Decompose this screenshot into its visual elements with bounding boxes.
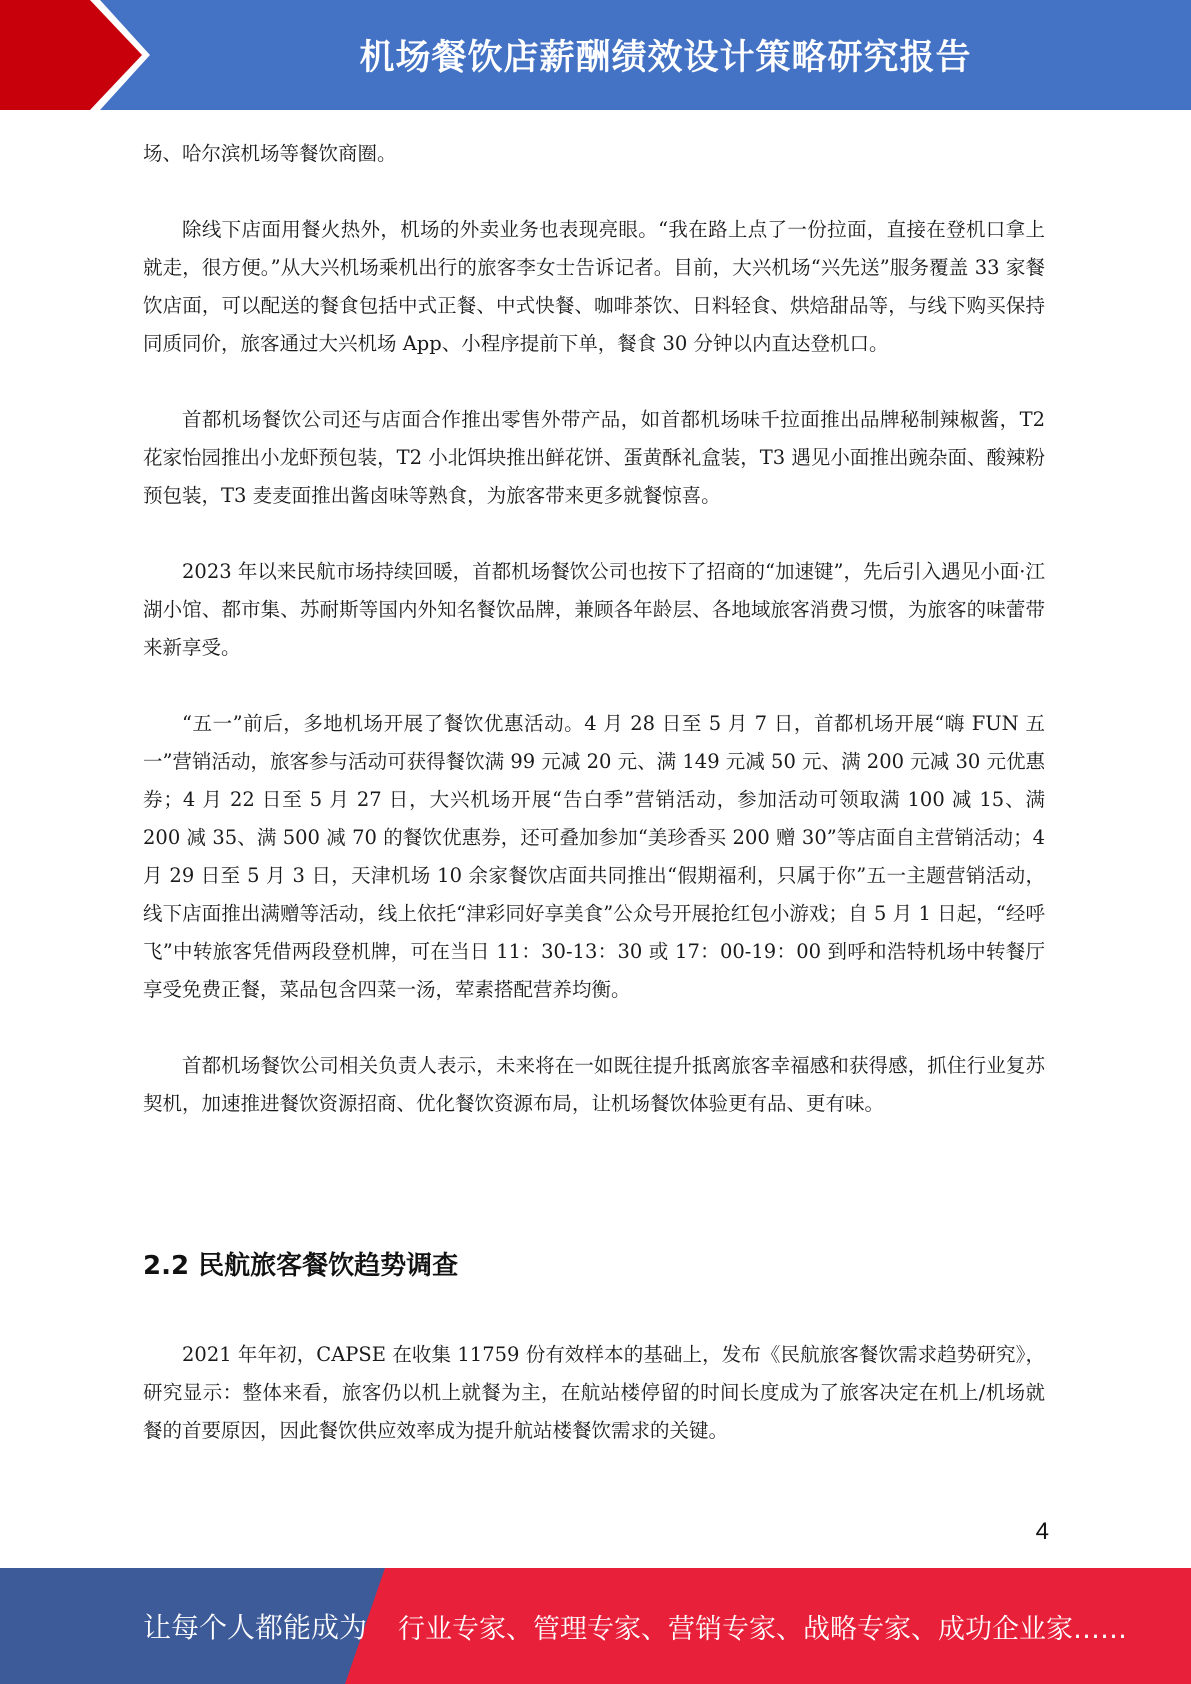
page-number: 4 <box>1035 1518 1049 1545</box>
section-heading: 2.2 民航旅客餐饮趋势调查 <box>143 1251 459 1281</box>
paragraph-promotions: “五一”前后，多地机场开展了餐饮优惠活动。4 月 28 日至 5 月 7 日，首都机场开展“嗨 FUN 五一”营销活动，旅客参与活动可获得餐饮满 99 元减 20 元、满 149 元减 50 元、满 200 元减 30 元优惠券；4 月 22 日至 5 月 27 日，大兴机场开展“告白季”营销活动，参加活动可领取满 100 减 15、满 200 减 35、满 500 减 70 的餐饮优惠券，还可叠加参加“美珍香买 200 赠 30”等店面自主营销活动；4 月 29 日至 5 月 3 日，天津机场 10 余家餐饮店面共同推出“假期福利，只属于你”五一主题营销活动，线下店面推出满赠等活动，线上依托“津彩同好享美食”公众号开展抢红包小游戏；自 5 月 1 日起，“经呼飞”中转旅客凭借两段登机牌，可在当日 11：30-13：30 或 17：00-19：00 到呼和浩特机场中转餐厅享受免费正餐，菜品包含四菜一汤，荤素搭配营养均衡。 <box>143 712 1045 1001</box>
paragraph-retail-products: 首都机场餐饮公司还与店面合作推出零售外带产品，如首都机场味千拉面推出品牌秘制辣椒酱，T2 花家怡园推出小龙虾预包装，T2 小北饵块推出鲜花饼、蛋黄酥礼盒装，T3 遇见小面推出豌杂面、酸辣粉预包装，T3 麦麦面推出酱卤味等熟食，为旅客带来更多就餐惊喜。 <box>143 408 1045 507</box>
footer-slogan-right: 行业专家、管理专家、营销专家、战略专家、成功企业家…… <box>398 1613 1127 1645</box>
paragraph-takeout: 除线下店面用餐火热外，机场的外卖业务也表现亮眼。“我在路上点了一份拉面，直接在登机口拿上就走，很方便。”从大兴机场乘机出行的旅客李女士告诉记者。目前，大兴机场“兴先送”服务覆盖 33 家餐饮店面，可以配送的餐食包括中式正餐、中式快餐、咖啡茶饮、日料轻食、烘焙甜品等，与线下购买保持同质同价，旅客通过大兴机场 App、小程序提前下单，餐食 30 分钟以内直达登机口。 <box>143 218 1045 355</box>
report-title: 机场餐饮店薪酬绩效设计策略研究报告 <box>359 38 972 78</box>
page-header <box>0 0 1191 110</box>
paragraph-survey: 2021 年年初，CAPSE 在收集 11759 份有效样本的基础上，发布《民航旅客餐饮需求趋势研究》，研究显示：整体来看，旅客仍以机上就餐为主，在航站楼停留的时间长度成为了旅客决定在机上/机场就餐的首要原因，因此餐饮供应效率成为提升航站楼餐饮需求的关键。 <box>143 1343 1045 1442</box>
paragraph-future-plans: 首都机场餐饮公司相关负责人表示，未来将在一如既往提升抵离旅客幸福感和获得感，抓住行业复苏契机，加速推进餐饮资源招商、优化餐饮资源布局，让机场餐饮体验更有品、更有味。 <box>143 1054 1045 1115</box>
paragraph-continued: 场、哈尔滨机场等餐饮商圈。 <box>143 142 397 165</box>
main-content <box>143 135 1045 1123</box>
chevron-arrow-icon <box>0 0 142 110</box>
page-footer <box>0 1568 1191 1684</box>
paragraph-brand-introduction: 2023 年以来民航市场持续回暖，首都机场餐饮公司也按下了招商的“加速键”，先后引入遇见小面·江湖小馆、都市集、苏耐斯等国内外知名餐饮品牌，兼顾各年龄层、各地域旅客消费习惯，为旅客的味蕾带来新享受。 <box>143 560 1045 659</box>
section-content <box>143 1336 1045 1450</box>
footer-slogan-left: 让每个人都能成为 <box>143 1611 368 1644</box>
